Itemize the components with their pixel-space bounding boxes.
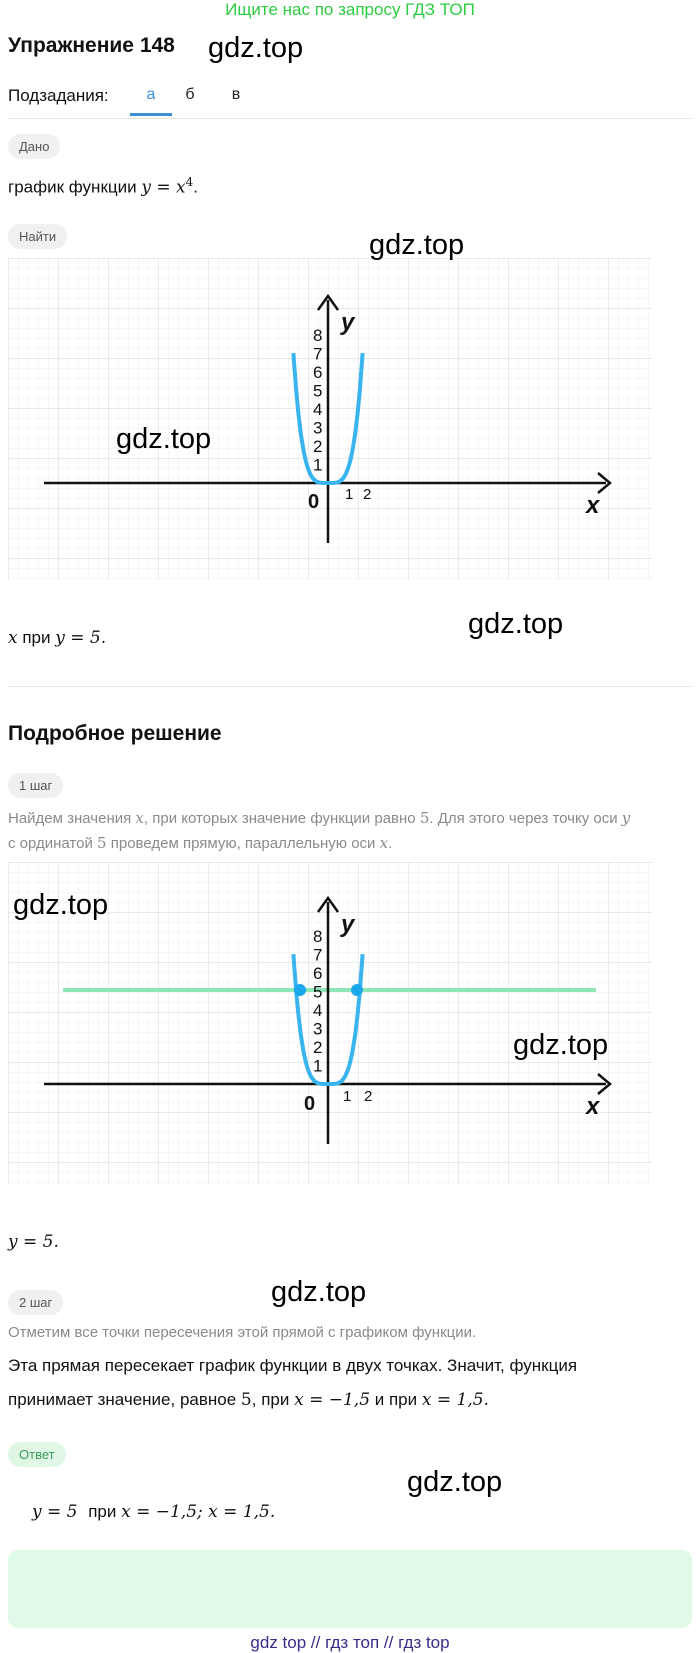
x-tick-2: 2	[364, 1088, 373, 1105]
step1-chip: 1 шаг	[8, 773, 63, 798]
step1-text: .	[388, 835, 393, 852]
y-tick-3: 3	[313, 1019, 323, 1039]
y-axis-label: y	[341, 911, 355, 938]
answer-chip: Ответ	[8, 1442, 66, 1467]
y-tick-7: 7	[313, 344, 323, 364]
step2-line1: Эта прямая пересекает график функции в двух точках. Значит, функция	[8, 1356, 578, 1375]
y-tick-2: 2	[313, 437, 323, 456]
step2-text: и при	[374, 1390, 418, 1409]
step1-x: x	[379, 834, 389, 852]
watermark: gdz.top	[271, 1276, 367, 1308]
y-tick-5: 5	[313, 982, 323, 1002]
step2-line2	[8, 1390, 489, 1410]
given-exponent: 4	[185, 175, 194, 189]
tab-v[interactable]: в	[231, 86, 241, 103]
answer-pri: при	[88, 1502, 117, 1521]
y-tick-3: 3	[313, 418, 323, 438]
y-tick-7: 7	[313, 945, 323, 965]
origin-label: 0	[304, 1093, 316, 1115]
y-tick-1: 1	[313, 455, 323, 475]
intersection-point-left	[294, 984, 306, 996]
step1-number: 5	[419, 809, 430, 827]
watermark: gdz.top	[13, 889, 109, 921]
tab-b[interactable]: б	[185, 86, 195, 103]
solution-heading: Подробное решение	[8, 722, 222, 745]
y-tick-4: 4	[313, 1001, 323, 1020]
watermark: gdz.top	[208, 32, 304, 64]
answer-values: x = −1,5; x = 1,5.	[121, 1502, 276, 1522]
given-label: график функции	[8, 177, 137, 197]
active-tab-indicator	[130, 113, 172, 116]
y-tick-2: 2	[313, 1038, 323, 1057]
find-pri: при	[22, 628, 51, 647]
step2-text: , при	[251, 1390, 290, 1409]
step1-text: проведем прямую, параллельную оси	[110, 835, 376, 852]
divider	[8, 686, 692, 687]
watermark: gdz.top	[369, 229, 465, 261]
find-text	[8, 628, 106, 648]
step1-x: x	[135, 809, 144, 827]
y-tick-8: 8	[313, 326, 323, 345]
step1-text: . Для этого через точку оси	[429, 810, 618, 827]
y-tick-6: 6	[313, 363, 323, 382]
answer-text	[32, 1502, 275, 1522]
step1-text: с ординатой	[8, 835, 93, 852]
subtasks-label: Подзадания:	[8, 86, 109, 105]
x-axis-label: x	[586, 492, 600, 519]
origin-label: 0	[308, 491, 320, 513]
step1-equation: y = 5.	[8, 1232, 59, 1252]
given-text: график функции $y = x^4$.	[8, 175, 198, 198]
find-variable: x	[8, 628, 18, 648]
step2-formula: x = −1,5	[294, 1390, 371, 1410]
watermark: gdz.top	[116, 423, 212, 455]
answer-box	[8, 1550, 692, 1628]
y-axis-label: y	[341, 309, 355, 336]
y-tick-5: 5	[313, 381, 323, 401]
y-tick-1: 1	[313, 1056, 323, 1076]
step1-number: 5	[97, 834, 107, 852]
tab-a[interactable]: а	[146, 86, 156, 103]
step1-text: , при которых значение функции равно	[143, 810, 416, 827]
footer-links[interactable]: gdz top // гдз топ // гдз top	[250, 1633, 450, 1652]
find-chip: Найти	[8, 224, 67, 249]
x-tick-2: 2	[363, 486, 372, 503]
step2-formula: x = 1,5.	[421, 1390, 489, 1410]
y-tick-4: 4	[313, 400, 323, 419]
step2-chip: 2 шаг	[8, 1290, 63, 1315]
y-tick-6: 6	[313, 964, 323, 983]
step2-text: принимает значение, равное	[8, 1390, 237, 1409]
step1-y: y	[621, 809, 631, 827]
step1-text: Найдем значения	[8, 810, 132, 827]
find-condition: y = 5.	[55, 628, 107, 648]
step2-gray-text: Отметим все точки пересечения этой прямой с графиком функции.	[8, 1324, 477, 1341]
watermark: gdz.top	[468, 608, 564, 640]
page-title: Упражнение 148	[8, 34, 175, 57]
x-tick-1: 1	[343, 1088, 352, 1105]
intersection-point-right	[351, 984, 363, 996]
step2-number: 5	[240, 1390, 252, 1410]
search-banner: Ищите нас по запросу ГДЗ ТОП	[225, 0, 475, 19]
given-chip: Дано	[8, 134, 60, 159]
step1-description	[8, 806, 696, 856]
watermark: gdz.top	[407, 1466, 503, 1498]
divider	[8, 118, 692, 119]
given-formula: y = x	[141, 177, 186, 198]
y-tick-8: 8	[313, 927, 323, 946]
answer-formula: y = 5	[32, 1502, 78, 1522]
x-axis-label: x	[586, 1093, 600, 1120]
watermark: gdz.top	[513, 1029, 609, 1061]
x-tick-1: 1	[345, 486, 354, 503]
graph-1	[8, 258, 652, 580]
